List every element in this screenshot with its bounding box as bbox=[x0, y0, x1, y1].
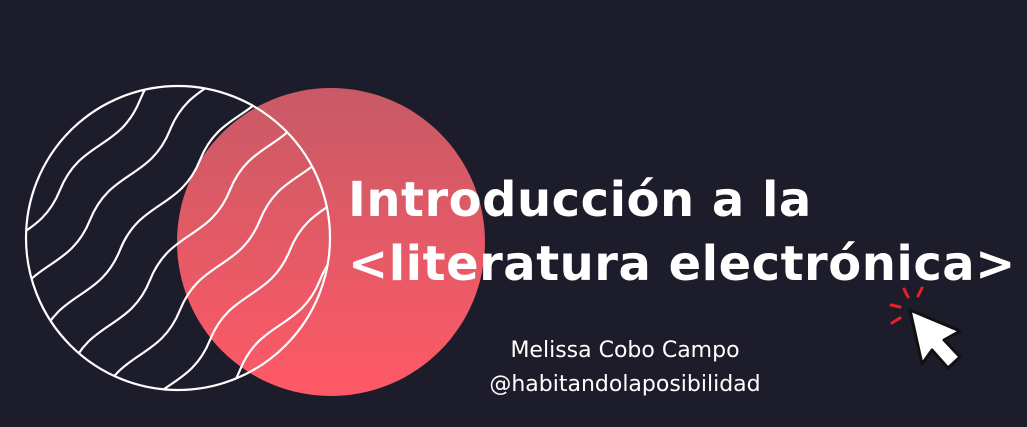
cursor-pointer-icon bbox=[910, 310, 960, 368]
author-handle: @habitandolaposibilidad bbox=[489, 372, 761, 397]
title-line-2: <literatura electrónica> bbox=[348, 236, 1016, 292]
author-name: Melissa Cobo Campo bbox=[510, 338, 740, 363]
title-line-1: Introducción a la bbox=[348, 172, 812, 228]
slide-title bbox=[348, 168, 1016, 296]
